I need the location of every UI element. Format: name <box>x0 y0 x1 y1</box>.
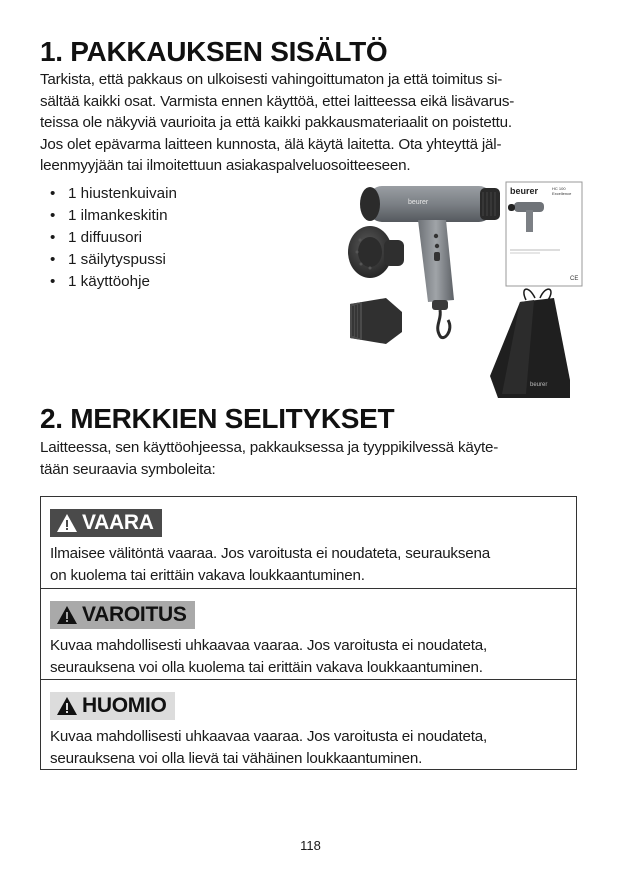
caution-description: Kuvaa mahdollisesti uhkaavaa vaaraa. Jos varoitusta ei noudateta, seurauksena voi olla lievä tai vähäinen loukkaantuminen. <box>50 728 487 767</box>
section1-line-4: Jos olet epävarma laitteen kunnosta, älä käytä laitetta. Ota yhteyttä jäl- <box>40 135 502 153</box>
warning-description: Kuvaa mahdollisesti uhkaavaa vaaraa. Jos varoitusta ei noudateta, seurauksena voi olla kuolema tai erittäin vakava loukkaantuminen. <box>50 637 487 676</box>
list-item: • 1 ilmankeskitin <box>50 207 168 224</box>
signal-words-table <box>40 496 577 770</box>
warning-row-caution <box>41 680 576 771</box>
manual-ce-mark: CE <box>570 276 579 282</box>
storage-bag-image <box>490 289 570 398</box>
list-item: • 1 hiustenkuivain <box>50 185 177 202</box>
warning-row-warning <box>41 589 576 680</box>
warning-triangle-icon <box>56 696 78 716</box>
caution-badge: HUOMIO <box>50 692 175 720</box>
manual-model-subtext: Excellence <box>552 191 572 196</box>
package-contents-illustration <box>330 180 585 405</box>
dryer-brand-text: beurer <box>408 199 429 206</box>
section2-title: 2. MERKKIEN SELITYKSET <box>40 403 395 434</box>
list-item: • 1 säilytyspussi <box>50 251 166 268</box>
warning-triangle-icon <box>56 513 78 533</box>
warning-triangle-icon <box>56 605 78 625</box>
warning-row-danger <box>41 497 576 589</box>
section2-line-1: Laitteessa, sen käyttöohjeessa, pakkauksessa ja tyyppikilvessä käyte- <box>40 439 499 456</box>
section1-line-5: leenmyyjään tai ilmoitettuun asiakaspalveluosoitteeseen. <box>40 157 411 174</box>
section1-line-1: Tarkista, että pakkaus on ulkoisesti vahingoittumaton ja että toimitus si- <box>40 71 503 88</box>
list-item: • 1 käyttöohje <box>50 273 150 290</box>
section1-line-2: sältää kaikki osat. Varmista ennen käyttöä, ettei laitteessa eikä lisävarus- <box>40 92 515 110</box>
section1-title: 1. PAKKAUKSEN SISÄLTÖ <box>40 36 388 67</box>
manual-model-text: HC 100 <box>552 186 566 191</box>
danger-description: Ilmaisee välitöntä vaaraa. Jos varoitusta ei noudateta, seurauksena on kuolema tai erittäin vakava loukkaantuminen. <box>50 545 490 584</box>
section2-line-2: tään seuraavia symboleita: <box>40 460 216 478</box>
danger-badge: VAARA <box>50 509 162 537</box>
manual-brand-text: beurer <box>510 186 539 196</box>
list-item: • 1 diffuusori <box>50 229 143 246</box>
diffuser-image <box>348 226 404 278</box>
concentrator-image <box>350 298 402 344</box>
page-number: 118 <box>300 838 321 853</box>
section2-paragraph <box>40 437 580 480</box>
contents-list <box>48 183 177 293</box>
section1-paragraph <box>40 69 580 177</box>
warning-badge: VAROITUS <box>50 601 195 629</box>
manual-booklet-image <box>506 182 582 286</box>
section1-line-3: teissa ole näkyviä vaurioita ja että kaikki pakkausmateriaalit on poistettu. <box>40 114 512 131</box>
bag-brand-text: beurer <box>530 382 548 388</box>
